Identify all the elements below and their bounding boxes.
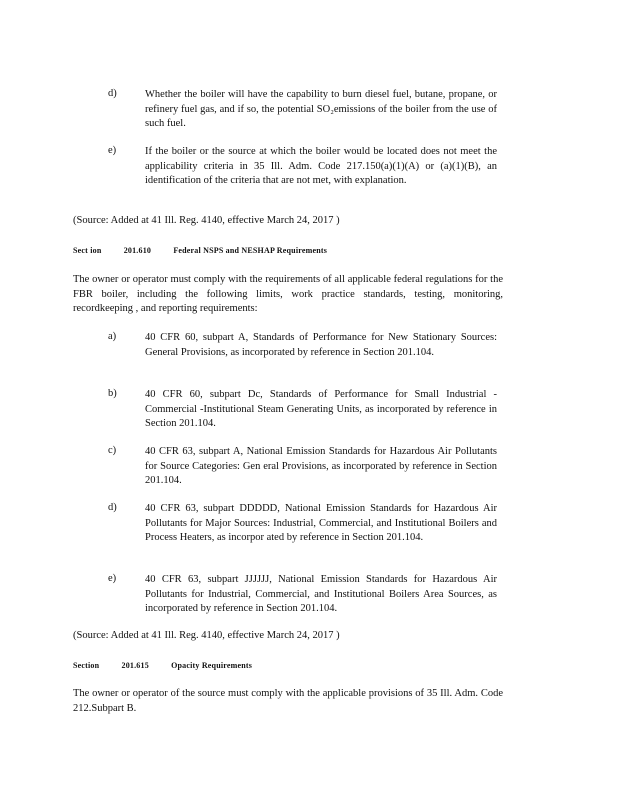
item-letter: a) bbox=[108, 331, 117, 342]
section-number: 201.610 bbox=[123, 246, 152, 255]
item-letter: d) bbox=[108, 88, 117, 99]
item-letter: d) bbox=[108, 502, 117, 513]
section-label: Sect ion bbox=[73, 246, 102, 255]
section-label: Section bbox=[73, 661, 100, 670]
item-text: If the boiler or the source at which the boiler would be located does not meet the applicability criteria in 35 Ill. Adm. Code 217.150(a)(1)(A) or (a)(1)(B), an identification of the criteria that are not met, with explanation. bbox=[145, 146, 497, 186]
item-letter: e) bbox=[108, 145, 117, 156]
section-intro: The owner or operator of the source must comply with the applicable provisions of 35 Ill. Adm. Code 212.Subpart B. bbox=[73, 688, 503, 714]
item-letter: c) bbox=[108, 445, 117, 456]
item-text: Whether the boiler will have the capability to burn diesel fuel, butane, propane, or refinery fuel gas, and if so, the potential SO₂emissions of the boiler from the use of such fuel. bbox=[145, 89, 497, 129]
section-title: Federal NSPS and NESHAP Requirements bbox=[173, 246, 328, 255]
section-heading-610 bbox=[73, 246, 347, 255]
source-note: (Source: Added at 41 Ill. Reg. 4140, effective March 24, 2017 ) bbox=[73, 215, 340, 226]
item-text: 40 CFR 63, subpart DDDDD, National Emission Standards for Hazardous Air Pollutants for Major Sources: Industrial, Commercial, and Institutional Boilers and Process Heaters, as incorpor ated by reference in Section 201.104. bbox=[145, 503, 497, 543]
item-text: 40 CFR 63, subpart A, National Emission Standards for Hazardous Air Pollutants for Source Categories: Gen eral Provisions, as incorporated by reference in Section 201.104. bbox=[145, 446, 497, 486]
section-intro: The owner or operator must comply with the requirements of all applicable federal regulations for the FBR boiler, including the following limits, work practice standards, testing, monitoring, recordkeeping , and reporting requirements: bbox=[73, 274, 503, 314]
item-text: 40 CFR 63, subpart JJJJJJ, National Emission Standards for Hazardous Air Pollutants for Industrial, Commercial, and Institutional Boilers Area Sources, as incorporated by reference in Section 201.104. bbox=[145, 574, 497, 614]
section-number: 201.615 bbox=[121, 661, 149, 670]
section-heading-615 bbox=[73, 661, 272, 670]
item-letter: b) bbox=[108, 388, 117, 399]
section-title: Opacity Requirements bbox=[171, 661, 253, 670]
source-note: (Source: Added at 41 Ill. Reg. 4140, effective March 24, 2017 ) bbox=[73, 630, 340, 641]
item-text: 40 CFR 60, subpart A, Standards of Performance for New Stationary Sources: General Provisions, as incorporated by reference in Section 201.104. bbox=[145, 332, 497, 358]
item-letter: e) bbox=[108, 573, 117, 584]
item-text: 40 CFR 60, subpart Dc, Standards of Performance for Small Industrial - Commercial -Institutional Steam Generating Units, as incorporated by reference in Section 201.104. bbox=[145, 389, 497, 429]
